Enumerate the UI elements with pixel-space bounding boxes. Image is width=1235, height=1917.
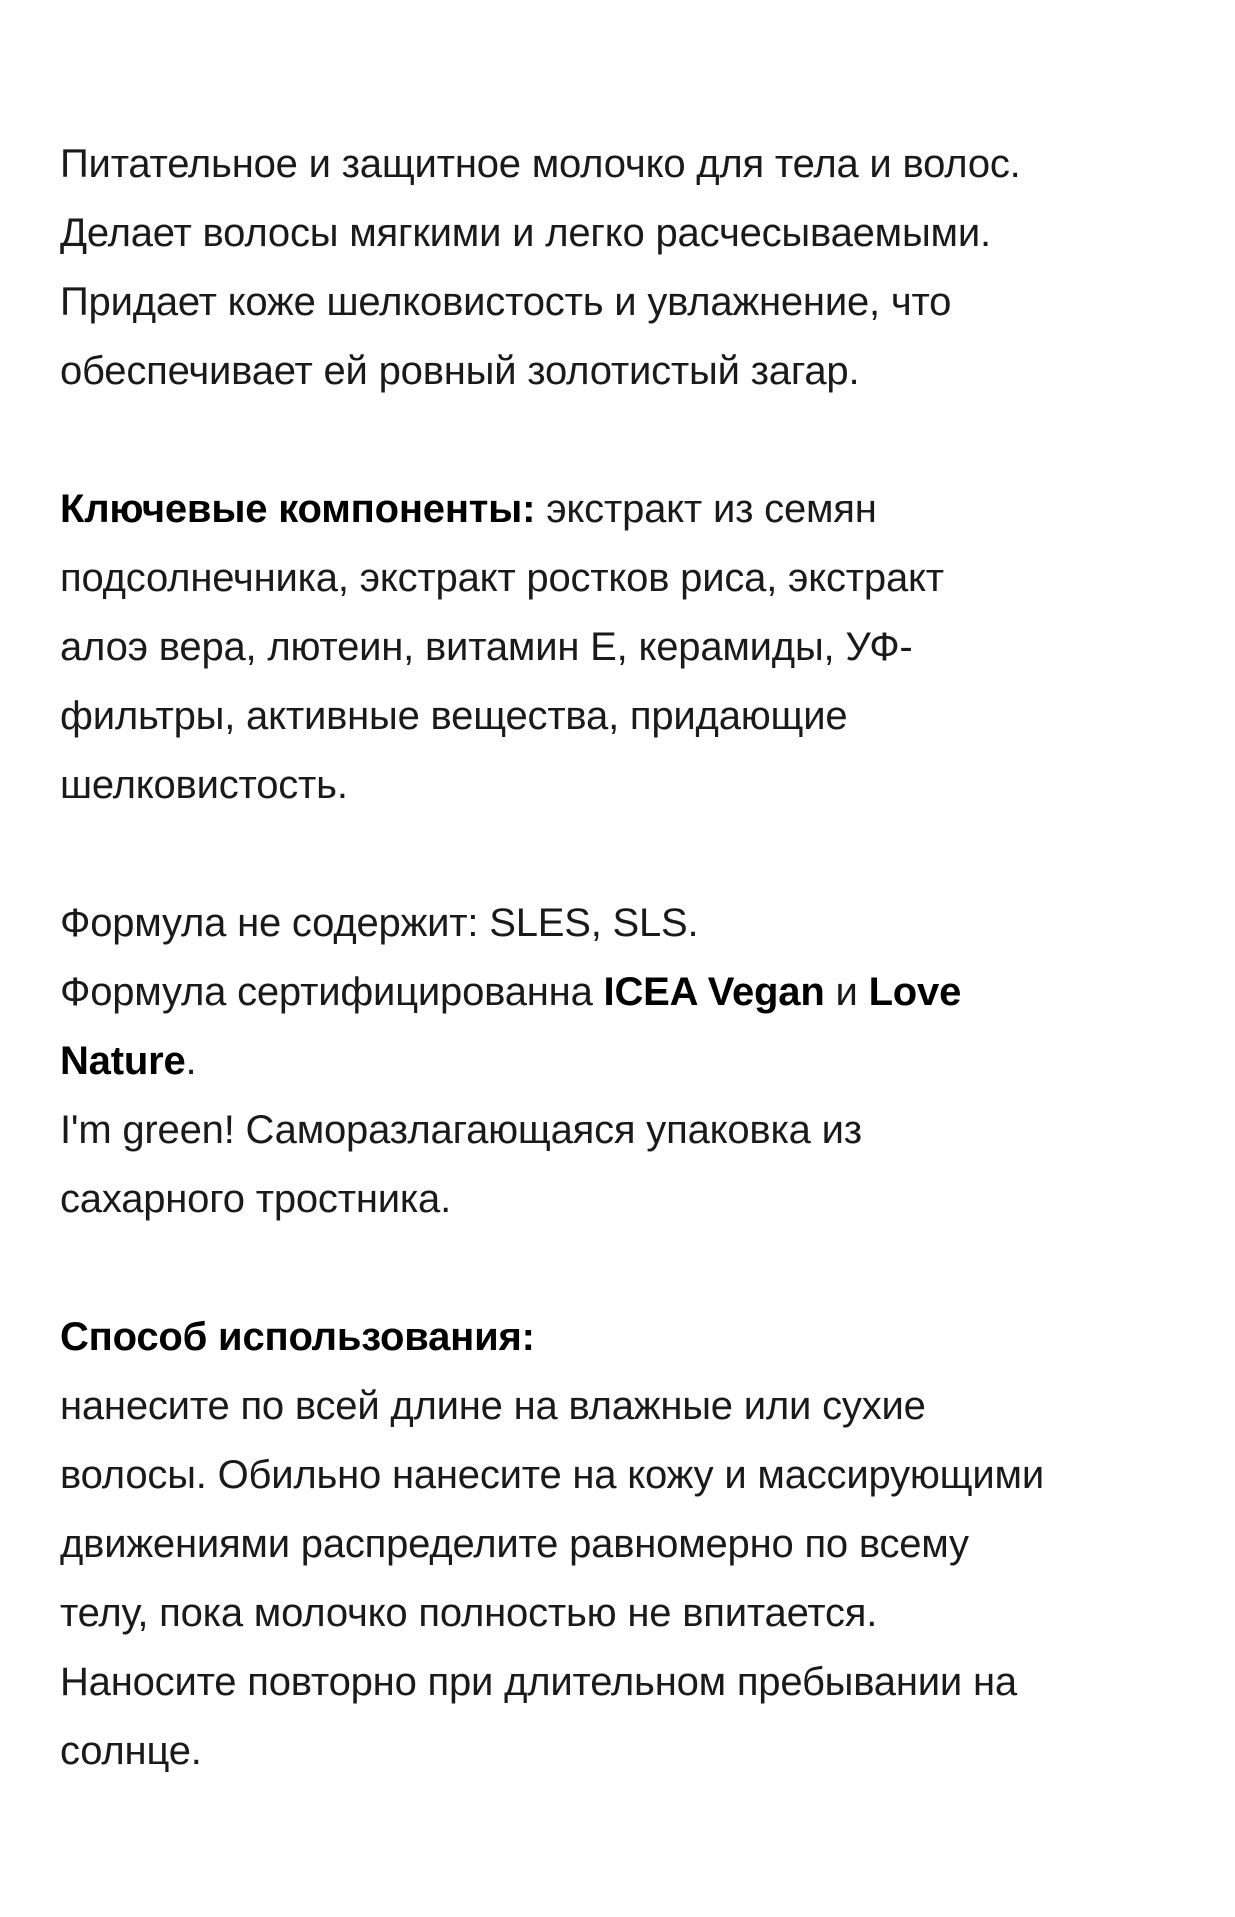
usage-label: Способ использования: (60, 1315, 535, 1359)
components-line: подсолнечника, экстракт ростков риса, экстракт (60, 556, 944, 600)
usage-line: нанесите по всей длине на влажные или сухие (60, 1384, 926, 1428)
cert-nature: Nature (60, 1039, 186, 1083)
components-label: Ключевые компоненты: (60, 487, 536, 531)
cert-end: . (185, 1039, 197, 1083)
description-line: обеспечивает ей ровный золотистый загар. (60, 349, 860, 393)
usage-heading (60, 1303, 1180, 1372)
green-packaging-line: сахарного тростника. (60, 1177, 452, 1221)
spacer (60, 820, 1180, 889)
formula-certification (60, 958, 1180, 1027)
formula-free-of: Формула не содержит: SLES, SLS. (60, 901, 699, 945)
components-line: алоэ вера, лютеин, витамин Е, керамиды, УФ- (60, 625, 913, 669)
components-line: фильтры, активные вещества, придающие (60, 694, 848, 738)
spacer (60, 1234, 1180, 1303)
cert-love: Love (868, 970, 962, 1014)
description-line: Питательное и защитное молочко для тела и волос. (60, 142, 1021, 186)
description-line: Придает коже шелковистость и увлажнение, что (60, 280, 952, 324)
usage-line: солнце. (60, 1729, 202, 1773)
spacer (60, 406, 1180, 475)
usage-line: Наносите повторно при длительном пребывании на (60, 1660, 1017, 1704)
usage-line: движениями распределите равномерно по всему (60, 1522, 969, 1566)
formula-certification-cont (60, 1027, 1180, 1096)
product-description (60, 130, 1180, 1786)
components-line (60, 475, 1180, 544)
usage-line: телу, пока молочко полностью не впитается. (60, 1591, 878, 1635)
cert-prefix: Формула сертифицированна (60, 970, 593, 1014)
green-packaging-line: I'm green! Саморазлагающаяся упаковка из (60, 1108, 862, 1152)
cert-and: и (835, 970, 858, 1014)
components-line: шелковистость. (60, 763, 348, 807)
cert-icea-vegan: ICEA Vegan (603, 970, 825, 1014)
description-line: Делает волосы мягкими и легко расчесываемыми. (60, 211, 991, 255)
components-text: экстракт из семян (546, 487, 877, 531)
usage-line: волосы. Обильно нанесите на кожу и массирующими (60, 1453, 1044, 1497)
